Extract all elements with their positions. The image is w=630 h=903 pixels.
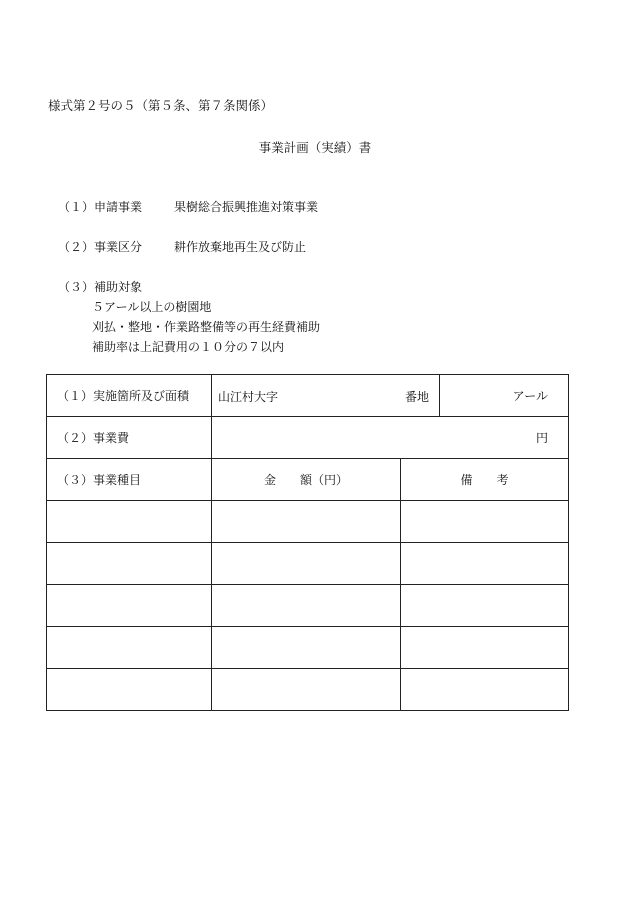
remarks-cell[interactable] [401,543,569,585]
project-cost-label: （２）事業費 [47,417,212,459]
amount-cell[interactable] [212,627,401,669]
item-category-label: （２）事業区分 [58,240,143,254]
subsidy-line-3: 補助率は上記費用の１０分の７以内 [92,340,285,354]
subsidy-line-1: ５アール以上の樹園地 [92,300,212,314]
table-row [47,669,569,711]
location-cell[interactable] [212,375,440,417]
document-title: 事業計画（実績）書 [258,140,372,155]
area-unit[interactable]: アール [440,375,569,417]
location-prefix: 山江村大字 [218,390,279,404]
project-type-cell[interactable] [47,627,212,669]
project-type-cell[interactable] [47,669,212,711]
project-type-cell[interactable] [47,585,212,627]
amount-cell[interactable] [212,543,401,585]
remarks-cell[interactable] [401,501,569,543]
project-type-cell[interactable] [47,543,212,585]
amount-header: 金 額（円） [212,459,401,501]
location-suffix: 番地 [404,390,429,404]
project-plan-table [46,374,569,711]
project-cost-unit[interactable]: 円 [212,417,569,459]
table-row [47,417,569,459]
table-row [47,375,569,417]
amount-cell[interactable] [212,501,401,543]
item-application-value: 果樹総合振興推進対策事業 [174,200,319,214]
remarks-cell[interactable] [401,669,569,711]
form-number: 様式第２号の５（第５条、第７条関係） [48,98,274,113]
item-category-value: 耕作放棄地再生及び防止 [174,240,307,254]
location-area-label: （１）実施箇所及び面積 [47,375,212,417]
remarks-cell[interactable] [401,627,569,669]
table-row [47,543,569,585]
table-row [47,459,569,501]
remarks-header: 備 考 [401,459,569,501]
amount-cell[interactable] [212,669,401,711]
table-row [47,501,569,543]
remarks-cell[interactable] [401,585,569,627]
project-type-label: （３）事業種目 [47,459,212,501]
project-type-cell[interactable] [47,501,212,543]
table-row [47,585,569,627]
amount-cell[interactable] [212,585,401,627]
subsidy-line-2: 刈払・整地・作業路整備等の再生経費補助 [92,320,321,334]
item-application-label: （１）申請事業 [58,200,143,214]
item-subsidy-label: （３）補助対象 [58,280,143,294]
table-row [47,627,569,669]
